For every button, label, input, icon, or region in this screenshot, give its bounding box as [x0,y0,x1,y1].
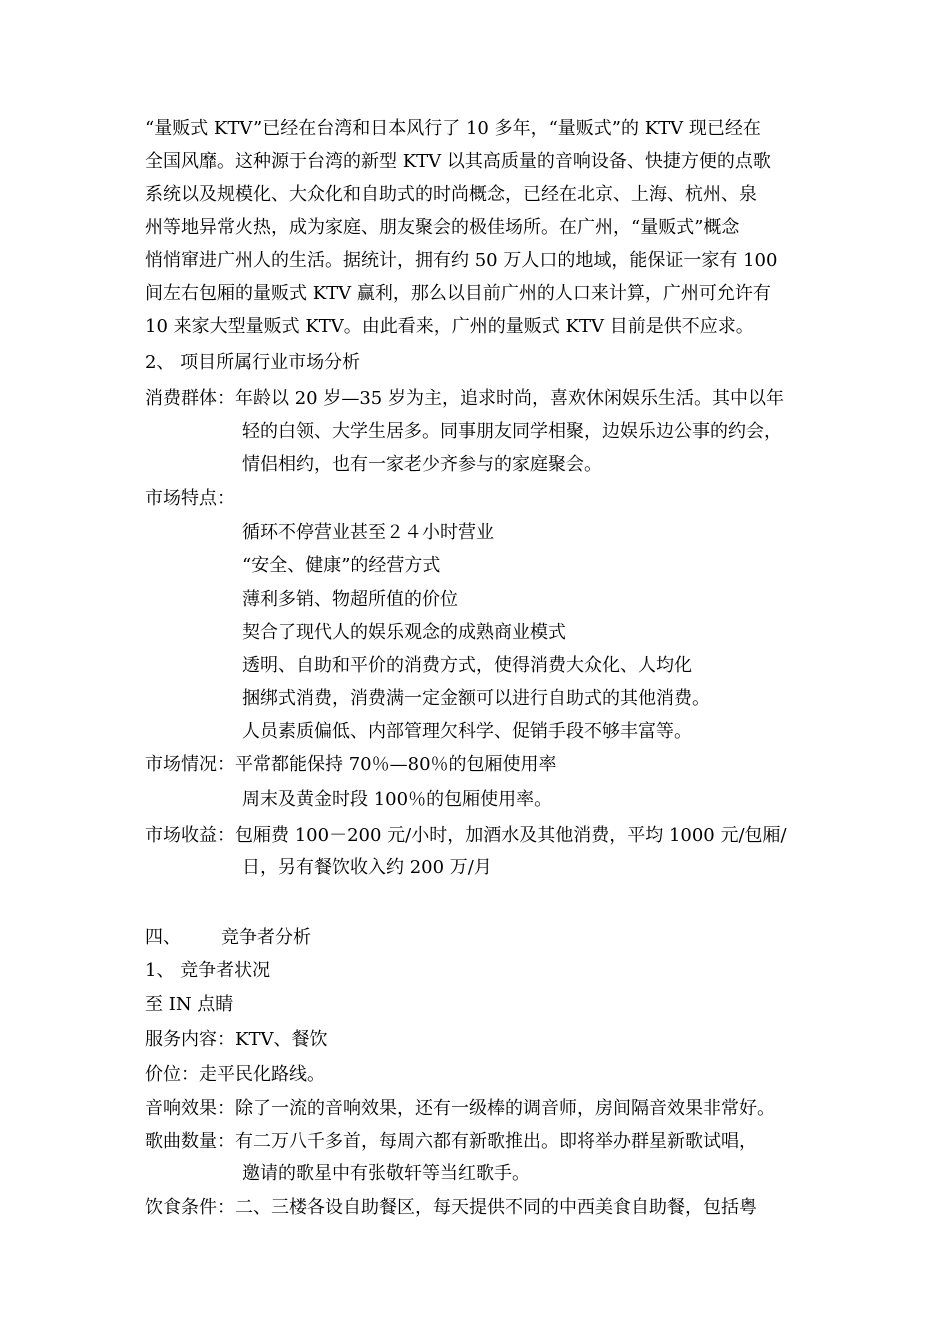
revenue-line-2: 日，另有餐饮收入约 200 万/月 [242,857,492,878]
feature-item-1: 循环不停营业甚至２４小时营业 [242,522,494,543]
section-4-number: 四、 [145,927,181,948]
feature-item-3: 薄利多销、物超所值的价位 [242,589,458,610]
feature-item-6: 捆绑式消费，消费满一定金额可以进行自助式的其他消费。 [242,688,710,709]
consumers-line-3: 情侣相约，也有一家老少齐参与的家庭聚会。 [242,454,602,475]
situation-row [145,754,557,776]
intro-line-5: 悄悄窜进广州人的生活。据统计，拥有约 50 万人口的地域，能保证一家有 100 [145,250,778,271]
feature-item-5: 透明、自助和平价的消费方式，使得消费大众化、人均化 [242,655,692,676]
intro-line-1: “量贩式 KTV”已经在台湾和日本风行了 10 多年，“量贩式”的 KTV 现已经在 [145,118,761,139]
price-label: 价位： [145,1064,199,1085]
situation-line-1: 平常都能保持 70％—80％的包厢使用率 [235,754,557,775]
revenue-label: 市场收益： [145,825,235,846]
section-4-title: 竞争者分析 [221,927,311,948]
consumers-line-1: 年龄以 20 岁—35 岁为主，追求时尚，喜欢休闲娱乐生活。其中以年 [235,388,784,409]
intro-line-6: 间左右包厢的量贩式 KTV 赢利，那么以目前广州的人口来计算，广州可允许有 [145,283,771,304]
features-label: 市场特点： [145,488,235,509]
songs-label: 歌曲数量： [145,1131,235,1152]
competitor-heading: 1、 竞争者状况 [145,960,271,981]
songs-line-2: 邀请的歌星中有张敬轩等当红歌手。 [242,1163,530,1184]
price-row [145,1064,325,1086]
food-value: 二、三楼各设自助餐区，每天提供不同的中西美食自助餐，包括粤 [235,1197,757,1218]
section-4-heading [145,927,311,949]
food-row [145,1197,757,1219]
intro-line-7: 10 来家大型量贩式 KTV。由此看来，广州的量贩式 KTV 目前是供不应求。 [145,316,754,337]
songs-line-1: 有二万八千多首，每周六都有新歌推出。即将举办群星新歌试唱， [235,1131,757,1152]
consumers-label: 消费群体： [145,388,235,409]
revenue-row [145,825,787,847]
sound-label: 音响效果： [145,1098,235,1119]
feature-item-2: “安全、健康”的经营方式 [242,555,441,576]
service-value: KTV、餐饮 [235,1029,328,1050]
intro-line-4: 州等地异常火热，成为家庭、朋友聚会的极佳场所。在广州，“量贩式”概念 [145,217,740,238]
situation-label: 市场情况： [145,754,235,775]
sound-row [145,1098,775,1120]
service-label: 服务内容： [145,1029,235,1050]
songs-row [145,1131,757,1153]
consumers-row [145,388,784,410]
service-row [145,1029,327,1051]
revenue-line-1: 包厢费 100－200 元/小时，加酒水及其他消费，平均 1000 元/包厢/ [235,825,787,846]
food-label: 饮食条件： [145,1197,235,1218]
intro-line-3: 系统以及规模化、大众化和自助式的时尚概念，已经在北京、上海、杭州、泉 [145,184,757,205]
feature-item-4: 契合了现代人的娱乐观念的成熟商业模式 [242,622,566,643]
intro-line-2: 全国风靡。这种源于台湾的新型 KTV 以其高质量的音响设备、快捷方便的点歌 [145,151,771,172]
situation-line-2: 周末及黄金时段 100％的包厢使用率。 [242,789,553,810]
sound-value: 除了一流的音响效果，还有一级棒的调音师，房间隔音效果非常好。 [235,1098,775,1119]
feature-item-7: 人员素质偏低、内部管理欠科学、促销手段不够丰富等。 [242,721,692,742]
price-value: 走平民化路线。 [199,1064,325,1085]
consumers-line-2: 轻的白领、大学生居多。同事朋友同学相聚，边娱乐边公事的约会， [242,421,782,442]
section-2-heading: 2、 项目所属行业市场分析 [145,352,361,373]
competitor-name: 至 IN 点睛 [145,994,234,1015]
